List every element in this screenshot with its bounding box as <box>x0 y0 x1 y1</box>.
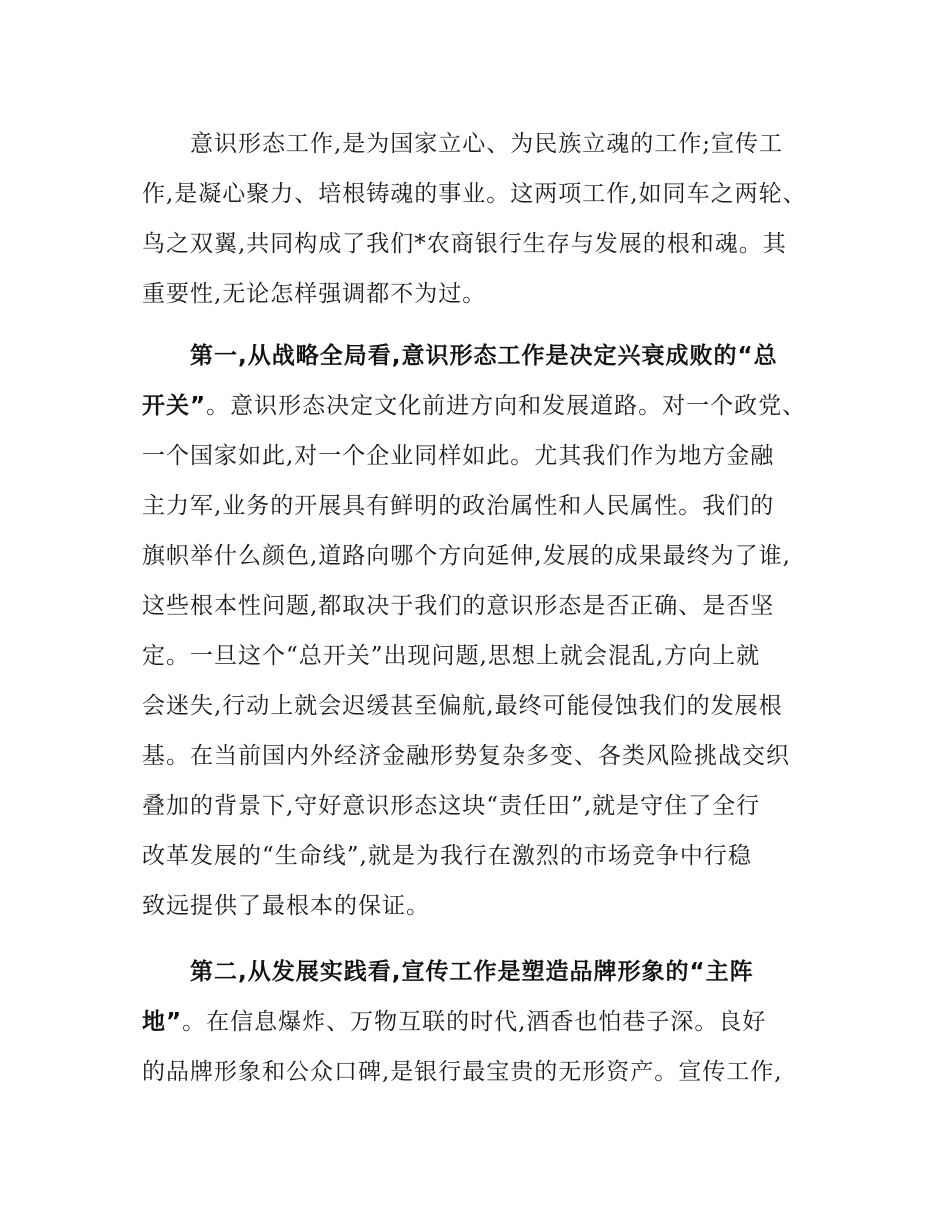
text-line: 定。一旦这个“总开关”出现问题,思想上就会混乱,方向上就 <box>142 643 761 669</box>
text-line: 致远提供了最根本的保证。 <box>142 893 430 919</box>
text-line: 旗帜举什么颜色,道路向哪个方向延伸,发展的成果最终为了谁, <box>142 543 791 569</box>
text-fragment: 。在信息爆炸、万物互联的时代,酒香也怕巷子深。良好 <box>182 1009 767 1035</box>
text-line: 作,是凝心聚力、培根铸魂的事业。这两项工作,如同车之两轮、 <box>142 181 807 207</box>
text-line <box>142 997 822 1047</box>
text-line: 鸟之双翼,共同构成了我们*农商银行生存与发展的根和魂。其 <box>142 231 787 257</box>
text-line: 的品牌形象和公众口碑,是银行最宝贵的无形资产。宣传工作, <box>142 1059 783 1085</box>
text-line: 意识形态工作,是为国家立心、为民族立魂的工作;宣传工 <box>190 131 784 157</box>
text-line: 一个国家如此,对一个企业同样如此。尤其我们作为地方金融 <box>142 443 775 469</box>
text-line: 会迷失,行动上就会迟缓甚至偏航,最终可能侵蚀我们的发展根 <box>142 693 783 719</box>
text-line: 重要性,无论怎样强调都不为过。 <box>142 281 487 307</box>
text-line <box>142 381 822 431</box>
paragraph-first-point <box>142 331 822 931</box>
text-line: 这些根本性问题,都取决于我们的意识形态是否正确、是否坚 <box>142 593 775 619</box>
section-heading: 第一,从战略全局看,意识形态工作是决定兴衰成败的“总 <box>190 343 778 369</box>
text-line: 改革发展的“生命线”,就是为我行在激烈的市场竞争中行稳 <box>142 843 752 869</box>
text-line: 主力军,业务的开展具有鲜明的政治属性和人民属性。我们的 <box>142 493 775 519</box>
paragraph-second-point <box>142 947 822 1097</box>
section-heading-continued: 开关” <box>142 393 207 419</box>
text-line: 叠加的背景下,守好意识形态这块“责任田”,就是守住了全行 <box>142 793 761 819</box>
text-line: 基。在当前国内外经济金融形势复杂多变、各类风险挑战交织 <box>142 743 790 769</box>
section-heading: 第二,从发展实践看,宣传工作是塑造品牌形象的“主阵 <box>190 959 754 985</box>
section-heading-continued: 地” <box>142 1009 183 1035</box>
paragraph-intro <box>142 119 822 319</box>
text-fragment: 。意识形态决定文化前进方向和发展道路。对一个政党、 <box>206 393 807 419</box>
